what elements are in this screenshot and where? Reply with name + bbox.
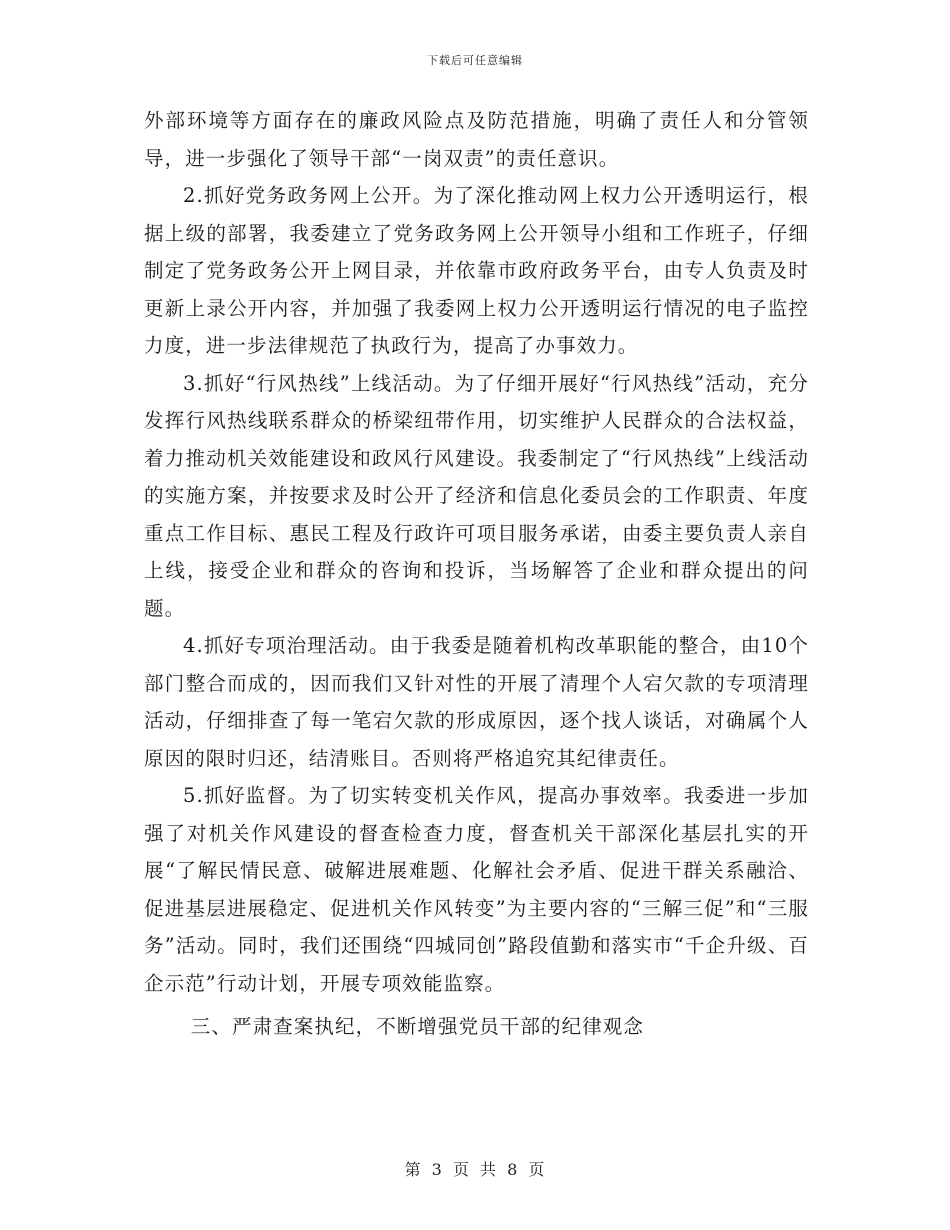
page-number: 第 3 页 共 8 页	[404, 1160, 546, 1179]
paragraph-item-5: 5.抓好监督。为了切实转变机关作风，提高办事效率。我委进一步加强了对机关作风建设的督查检查力度，督查机关干部深化基层扎实的开展“了解民情民意、破解进展难题、化解社会矛盾、促进干群关系融洽、促进基层进展稳定、促进机关作风转变”为主要内容的“三解三促”和“三服务”活动。同时，我们还围绕“四城同创”路段值勤和落实市“千企升级、百企示范”行动计划，开展专项效能监察。	[144, 784, 809, 995]
header-note: 下载后可任意编辑	[427, 54, 523, 67]
paragraph-item-3: 3.抓好“行风热线”上线活动。为了仔细开展好“行风热线”活动，充分发挥行风热线联系群众的桥梁纽带作用，切实维护人民群众的合法权益，着力推动机关效能建设和政风行风建设。我委制定了“行风热线”上线活动的实施方案，并按要求及时公开了经济和信息化委员会的工作职责、年度重点工作目标、惠民工程及行政许可项目服务承诺，由委主要负责人亲自上线，接受企业和群众的咨询和投诉，当场解答了企业和群众提出的问题。	[144, 371, 809, 620]
paragraph-item-4: 4.抓好专项治理活动。由于我委是随着机构改革职能的整合，由10个部门整合而成的，因而我们又针对性的开展了清理个人宕欠款的专项清理活动，仔细排查了每一笔宕欠款的形成原因，逐个找人谈话，对确属个人原因的限时归还，结清账目。否则将严格追究其纪律责任。	[144, 634, 809, 770]
paragraph-item-2: 2.抓好党务政务网上公开。为了深化推动网上权力公开透明运行，根据上级的部署，我委建立了党务政务网上公开领导小组和工作班子，仔细制定了党务政务公开上网目录，并依靠市政府政务平台，由专人负责及时更新上录公开内容，并加强了我委网上权力公开透明运行情况的电子监控力度，进一步法律规范了执政行为，提高了办事效力。	[144, 184, 809, 357]
document-body	[144, 102, 809, 1046]
paragraph-continued: 外部环境等方面存在的廉政风险点及防范措施，明确了责任人和分管领导，进一步强化了领导干部“一岗双责”的责任意识。	[144, 109, 809, 170]
section-heading: 三、严肃查案执纪，不断增强党员干部的纪律观念	[190, 1015, 644, 1038]
